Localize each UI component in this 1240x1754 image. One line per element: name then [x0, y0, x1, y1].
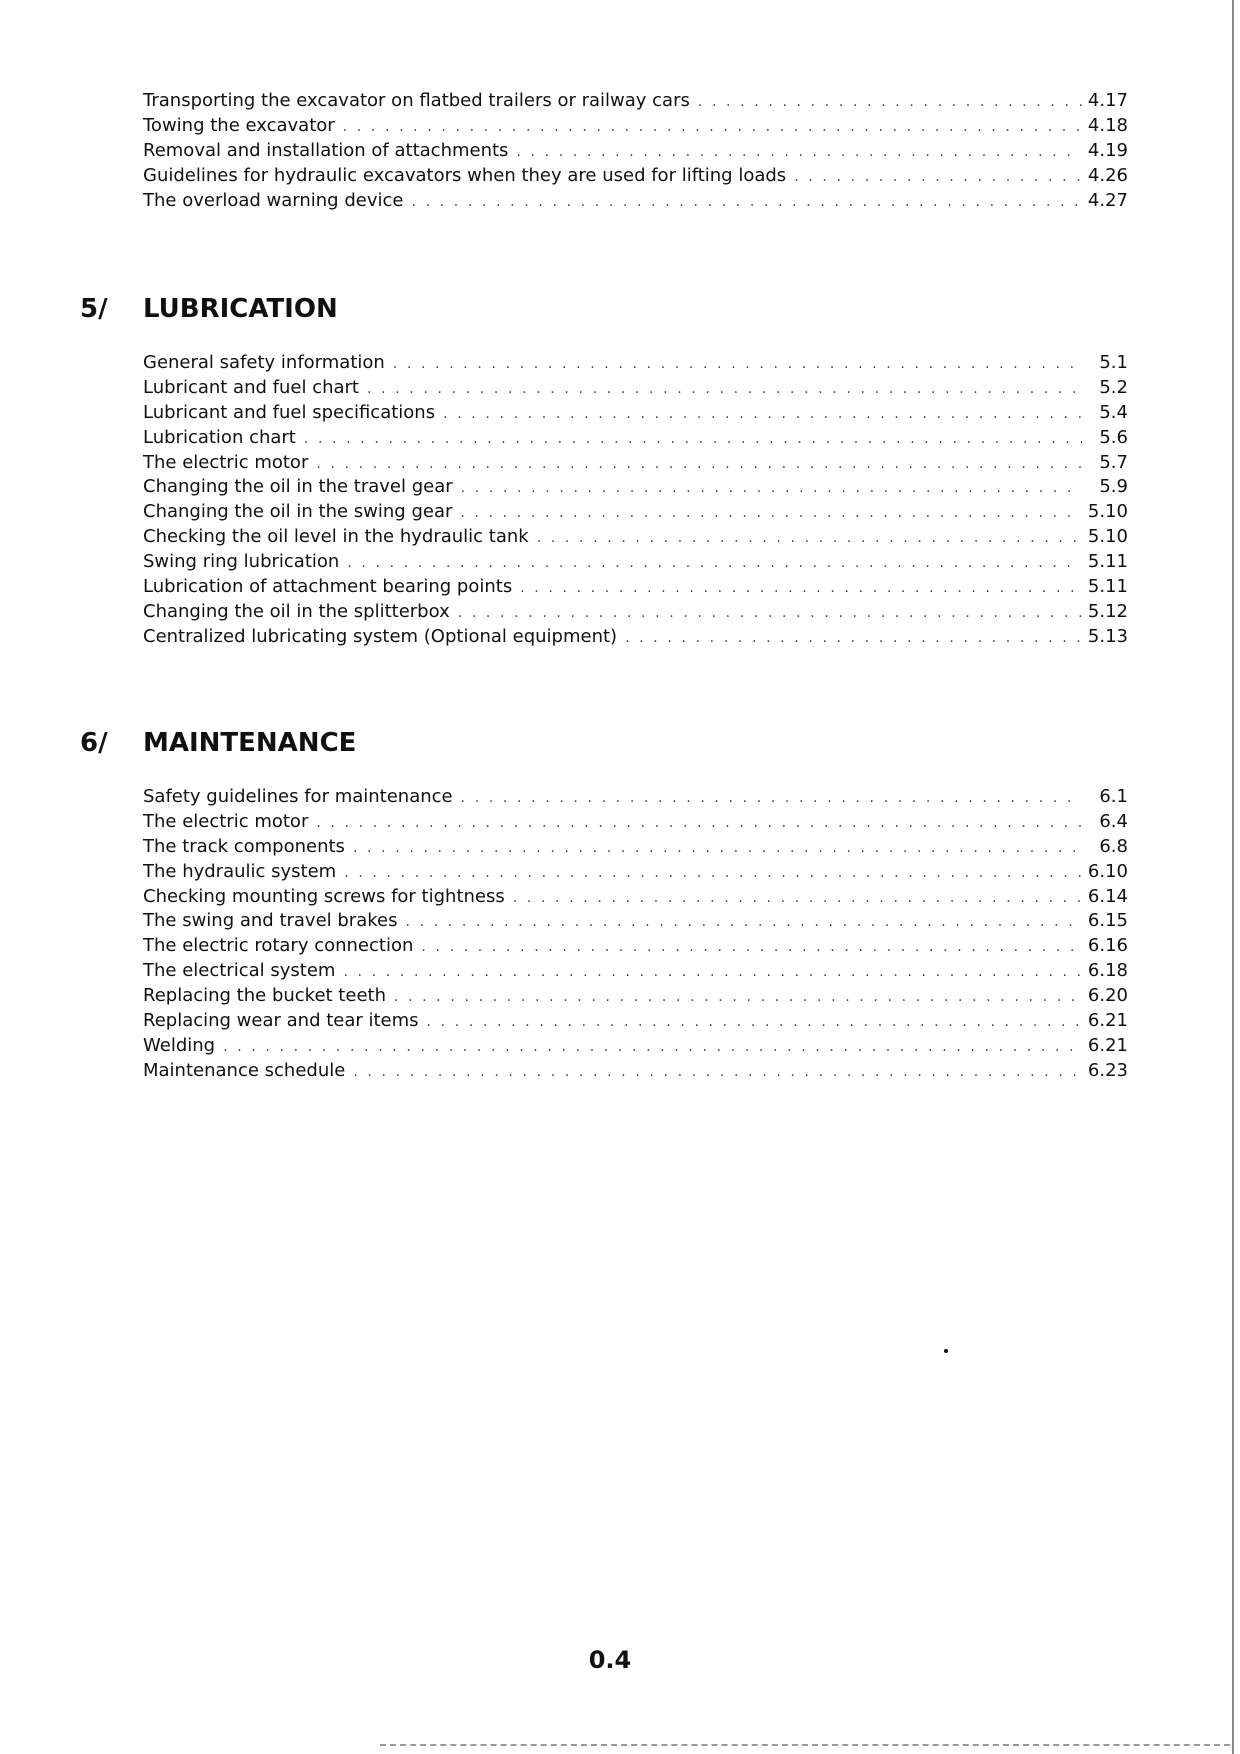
- dot-leader: [458, 601, 1082, 626]
- dot-leader: [625, 626, 1082, 651]
- toc-entry[interactable]: [143, 860, 1128, 885]
- toc-entry[interactable]: [143, 401, 1128, 426]
- toc-entry-title: Transporting the excavator on flatbed trailers or railway cars: [143, 90, 690, 111]
- section-heading-lubrication: [80, 292, 780, 326]
- toc-entry[interactable]: [143, 1059, 1128, 1084]
- dot-leader: [461, 476, 1082, 501]
- toc-entry-page: 5.9: [1099, 476, 1128, 498]
- dot-leader: [513, 886, 1082, 911]
- toc-entry-title: Maintenance schedule: [143, 1059, 346, 1081]
- toc-entry-page: 6.18: [1087, 960, 1128, 982]
- toc-entry[interactable]: [143, 1009, 1128, 1034]
- toc-entry-page: 6.8: [1099, 835, 1128, 857]
- dot-leader: [304, 427, 1082, 452]
- toc-entry-page: 5.6: [1099, 426, 1128, 448]
- section-title: MAINTENANCE: [143, 728, 357, 758]
- toc-entry-page: 5.2: [1099, 376, 1128, 398]
- toc-entry[interactable]: [143, 376, 1128, 401]
- toc-entry-page: 6.14: [1087, 885, 1128, 907]
- page-number: 0.4: [588, 1646, 632, 1674]
- toc-section-6: [143, 785, 1128, 1084]
- toc-entry[interactable]: [143, 984, 1128, 1009]
- section-number: 6/: [80, 728, 108, 758]
- toc-entry[interactable]: [143, 600, 1128, 625]
- toc-entry-page: 6.10: [1087, 860, 1128, 882]
- toc-entry-title: General safety information: [143, 352, 385, 373]
- dot-leader: [794, 165, 1082, 190]
- toc-entry[interactable]: [143, 139, 1128, 164]
- page-edge-border: [1232, 0, 1234, 1754]
- dot-leader: [698, 90, 1082, 115]
- toc-entry-page: 4.19: [1087, 139, 1128, 161]
- toc-entry[interactable]: [143, 164, 1128, 189]
- toc-entry[interactable]: [143, 785, 1128, 810]
- section-title: LUBRICATION: [143, 294, 338, 324]
- toc-entry-page: 6.16: [1087, 935, 1128, 957]
- dot-leader: [461, 786, 1082, 811]
- dot-leader: [393, 352, 1082, 377]
- toc-entry-title: Centralized lubricating system (Optional equipment): [143, 625, 618, 647]
- toc-entry[interactable]: [143, 114, 1128, 139]
- toc-entry-page: 4.26: [1087, 164, 1128, 186]
- toc-entry-page: 5.11: [1087, 551, 1128, 573]
- toc-entry[interactable]: [143, 189, 1128, 214]
- toc-entry-title: Lubrication chart: [143, 426, 296, 448]
- toc-entry[interactable]: [143, 426, 1128, 451]
- toc-entry-page: 6.21: [1087, 1010, 1128, 1032]
- toc-entry-page: 5.4: [1099, 401, 1128, 423]
- toc-entry-title: Replacing wear and tear items: [143, 1010, 419, 1032]
- section-heading-maintenance: [80, 726, 780, 760]
- toc-entry-title: The electrical system: [143, 960, 336, 982]
- toc-entry-page: 6.21: [1087, 1034, 1128, 1056]
- toc-entry-title: The electric rotary connection: [143, 935, 414, 957]
- toc-entry[interactable]: [143, 89, 1128, 114]
- toc-entry-title: The track components: [143, 835, 345, 857]
- toc-entry-title: Replacing the bucket teeth: [143, 985, 386, 1007]
- toc-entry[interactable]: [143, 625, 1128, 650]
- dot-leader: [353, 1060, 1082, 1085]
- toc-entry-page: 6.1: [1099, 786, 1128, 807]
- toc-entry-page: 5.10: [1087, 526, 1128, 548]
- toc-entry-title: The hydraulic system: [143, 860, 337, 882]
- toc-entry[interactable]: [143, 550, 1128, 575]
- dot-leader: [347, 551, 1082, 576]
- toc-entry-title: Towing the excavator: [143, 114, 335, 136]
- toc-entry-page: 5.11: [1087, 576, 1128, 598]
- toc-entry-title: The swing and travel brakes: [143, 910, 398, 932]
- toc-entry-title: Lubricant and fuel specifications: [143, 401, 436, 423]
- toc-entry-page: 5.10: [1087, 501, 1128, 523]
- toc-entry-title: Changing the oil in the travel gear: [143, 476, 453, 498]
- section-number: 5/: [80, 294, 108, 324]
- toc-entry-title: Removal and installation of attachments: [143, 139, 509, 161]
- toc-entry-title: Changing the oil in the swing gear: [143, 501, 453, 523]
- dot-leader: [394, 985, 1082, 1010]
- toc-entry-page: 6.15: [1087, 910, 1128, 932]
- toc-entry-page: 4.18: [1087, 114, 1128, 136]
- toc-entry[interactable]: [143, 909, 1128, 934]
- dot-leader: [537, 526, 1082, 551]
- toc-section-5: [143, 351, 1128, 650]
- toc-entry-title: Changing the oil in the splitterbox: [143, 600, 450, 622]
- toc-entry[interactable]: [143, 575, 1128, 600]
- dot-leader: [316, 452, 1082, 477]
- dot-leader: [516, 140, 1082, 165]
- dot-leader: [405, 910, 1082, 935]
- dot-leader: [353, 836, 1082, 861]
- dot-leader: [367, 377, 1082, 402]
- toc-entry-page: 5.12: [1087, 600, 1128, 622]
- dot-leader: [316, 811, 1082, 836]
- toc-entry-page: 4.17: [1087, 90, 1128, 111]
- toc-entry-title: Lubrication of attachment bearing points: [143, 576, 513, 598]
- toc-entry-title: The overload warning device: [143, 189, 404, 211]
- toc-entry[interactable]: [143, 475, 1128, 500]
- toc-entry-page: 5.7: [1099, 451, 1128, 473]
- toc-entry[interactable]: [143, 934, 1128, 959]
- toc-entry-title: The electric motor: [143, 810, 309, 832]
- toc-entry[interactable]: [143, 451, 1128, 476]
- toc-entry-title: Lubricant and fuel chart: [143, 376, 359, 398]
- toc-entry[interactable]: [143, 959, 1128, 984]
- toc-entry[interactable]: [143, 351, 1128, 376]
- dot-leader: [520, 576, 1082, 601]
- toc-entry[interactable]: [143, 835, 1128, 860]
- toc-section-4-continued: [143, 89, 1128, 213]
- toc-entry-title: Welding: [143, 1034, 216, 1056]
- toc-entry-title: Guidelines for hydraulic excavators when they are used for lifting loads: [143, 164, 787, 186]
- dot-leader: [421, 935, 1082, 960]
- dot-leader: [443, 402, 1082, 427]
- toc-entry-title: Checking the oil level in the hydraulic tank: [143, 526, 529, 548]
- toc-entry-title: Swing ring lubrication: [143, 551, 340, 573]
- toc-entry[interactable]: [143, 810, 1128, 835]
- dot-leader: [344, 861, 1082, 886]
- toc-entry-title: The electric motor: [143, 451, 309, 473]
- toc-entry-page: 6.23: [1087, 1059, 1128, 1081]
- toc-entry[interactable]: [143, 1034, 1128, 1059]
- scan-speck: [944, 1349, 948, 1353]
- dot-leader: [427, 1010, 1082, 1035]
- toc-entry-title: Checking mounting screws for tightness: [143, 885, 505, 907]
- toc-entry-title: Safety guidelines for maintenance: [143, 786, 453, 807]
- toc-entry-page: 5.13: [1087, 625, 1128, 647]
- toc-entry[interactable]: [143, 525, 1128, 550]
- toc-entry-page: 6.20: [1087, 985, 1128, 1007]
- dot-leader: [460, 501, 1082, 526]
- bottom-rule: [380, 1744, 1230, 1746]
- toc-entry[interactable]: [143, 885, 1128, 910]
- toc-entry-page: 4.27: [1087, 189, 1128, 211]
- dot-leader: [223, 1035, 1082, 1060]
- dot-leader: [411, 190, 1082, 215]
- toc-entry[interactable]: [143, 500, 1128, 525]
- dot-leader: [343, 115, 1082, 140]
- toc-entry-page: 6.4: [1099, 810, 1128, 832]
- toc-entry-page: 5.1: [1099, 352, 1128, 373]
- dot-leader: [343, 960, 1082, 985]
